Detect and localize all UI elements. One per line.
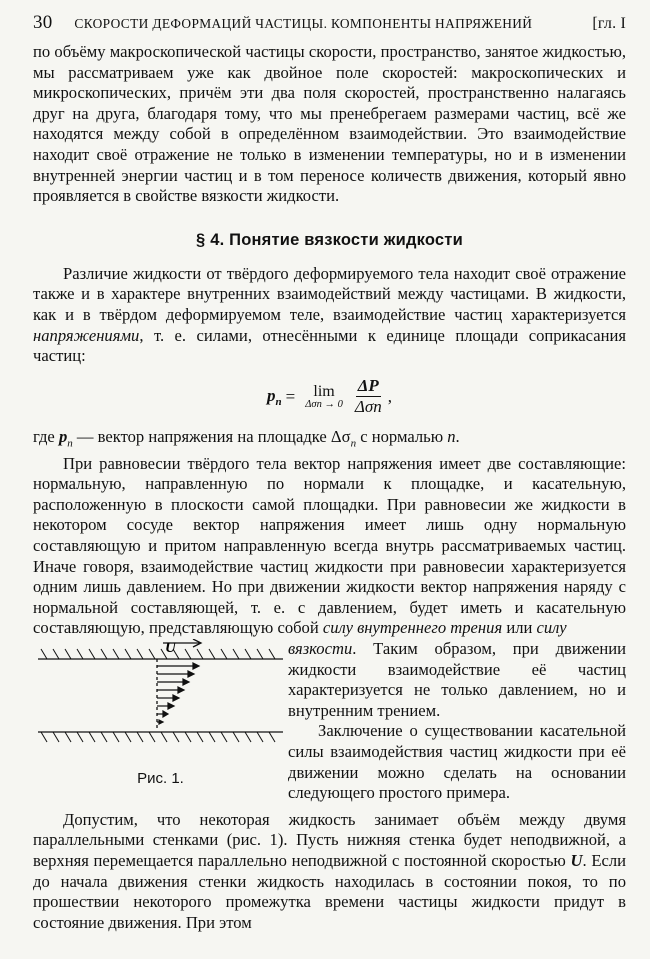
paragraph-3: При равновесии твёрдого тела вектор напряжения имеет две составляющие: нормальную, направленную по нормали к площадке, и касательную, расположенную в плоскости самой площадки. При равновесии же жидкости в некотором сосуде вектор напряжения имеет лишь одну нормальную составляющую и притом направленную всегда внутрь рассматриваемых частиц. Иначе говоря, взаимодействие частиц жидкости при равновесии характеризуется одним лишь давлением. Но при движении жидкости вектор напряжения наряду с нормальной составляющей, т. е. с давлением, будет иметь и касательную составляющую, представляющую собой силу внутреннего трения или силу [33, 453, 626, 638]
term-viscosity-start: силу [536, 618, 567, 638]
paragraph-4: Заключение о существовании касательной силы взаимодействия частиц жидкости при её движении можно сделать на основании следующего простого примера. [288, 721, 626, 803]
formula-comma: , [387, 386, 392, 406]
stress-formula [33, 367, 626, 427]
figure-side-text [288, 639, 626, 804]
figure-block [33, 639, 626, 804]
paragraph-1: по объёму макроскопической частицы скорости, пространство, занятое жидкостью, мы рассматриваем уже как двойное поле скоростей: макроскопических и микроскопических, причём эти два поля скоростей, пространственно налагаясь друг на друга, благодаря тому, что мы пренебрегаем размерами частиц, всё же находятся между собой в определённом взаимодействии. Это взаимодействие находит своё отражение не только в изменении температуры, но и в изменении внутренней энергии частиц и в том переносе количеств движения, который явно проявляется в свойстве вязкости жидкости. [33, 42, 626, 206]
term-stresses: напряжениями [33, 325, 140, 345]
velocity-symbol: U [570, 850, 583, 870]
running-header [33, 12, 626, 42]
paragraph-2-text-end: , т. е. силами, отнесёнными к единице площади соприкасания частиц: [33, 325, 626, 366]
limit-subscript: Δσn → 0 [305, 399, 343, 411]
velocity-label: U [165, 639, 176, 656]
fraction-denominator: Δσn [354, 397, 382, 417]
figure-caption: Рис. 1. [137, 769, 184, 787]
term-viscosity-end: вязкости [288, 638, 353, 658]
formula-fraction [353, 376, 384, 417]
page-number: 30 [33, 12, 53, 33]
term-internal-friction: силу внутреннего трения [322, 618, 503, 638]
paragraph-2 [33, 264, 626, 367]
fraction-numerator: ΔP [357, 376, 379, 396]
limit-word: lim [313, 383, 335, 401]
running-title: СКОРОСТИ ДЕФОРМАЦИЙ ЧАСТИЦЫ. КОМПОНЕНТЫ НАПРЯЖЕНИЙ [74, 16, 533, 31]
where-line: где $p_n$ — вектор напряжения на площадке $\Delta\sigma_n$ с нормалью n. [33, 426, 460, 450]
paragraph-5: Допустим, что некоторая жидкость занимает объём между двумя параллельными стенками (рис. 1). Пусть нижняя стенка будет неподвижной, а верхняя перемещается параллельно неподвижной с постоянной скоростью U. Если до начала движения стенки жидкость находилась в состоянии покоя, то по прошествии некоторого промежутка времени частицы жидкости придут в состояние движения. При этом [33, 809, 626, 932]
couette-flow-diagram [33, 639, 288, 761]
velocity-profile-arrows [157, 663, 199, 724]
paragraph-2-text: Различие жидкости от твёрдого деформируемого тела находит своё отражение также и в характере внутренних взаимодействий между частицами. В жидкости, как и в твёрдом деформируемом теле, взаимодействие частиц характеризуется [33, 263, 626, 324]
section-title: § 4. Понятие вязкости жидкости [196, 230, 463, 249]
paragraph-3-continued: вязкости. Таким образом, при движении жидкости взаимодействие её частиц характеризуется не только давлением, но и внутренним трением. [288, 638, 626, 720]
formula-limit [305, 383, 343, 410]
chapter-label: [гл. I [592, 15, 626, 32]
figure-1 [33, 639, 288, 804]
formula-equals: = [285, 386, 296, 406]
formula-lhs: $p_n$ [267, 385, 282, 408]
